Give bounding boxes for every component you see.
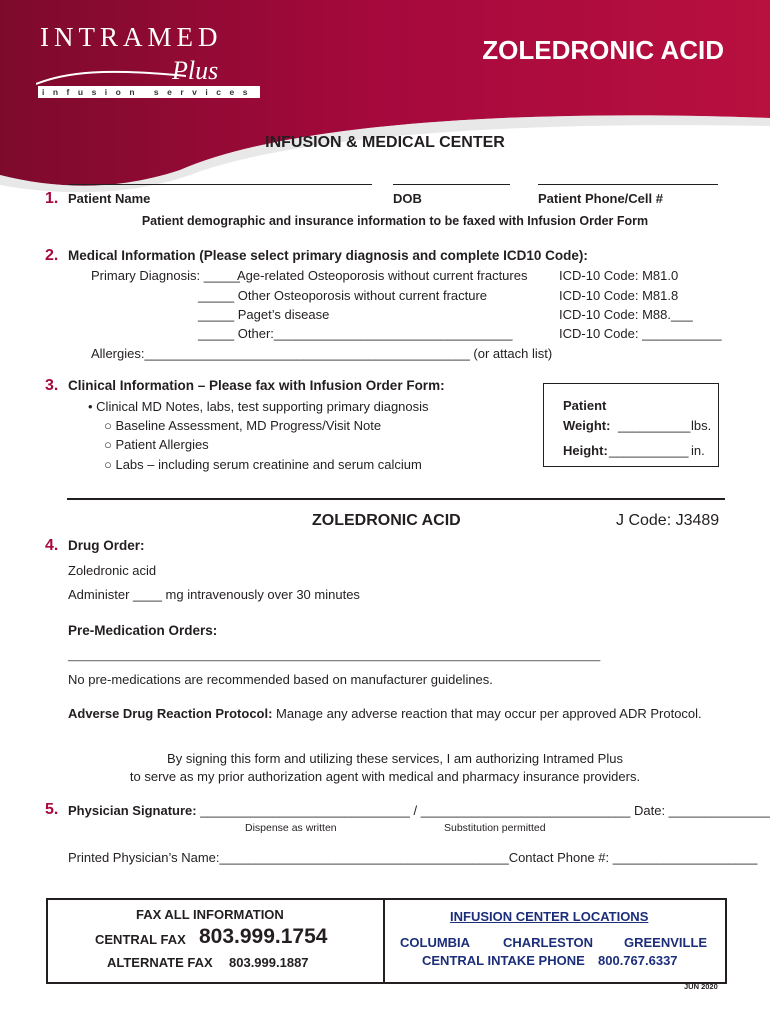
weight-field[interactable]: __________ [618,418,691,433]
signature-label: Physician Signature: [68,803,197,818]
icd-code-m88[interactable]: ICD-10 Code: M88.___ [559,307,693,322]
primary-diagnosis-label[interactable]: Primary Diagnosis: _____ [91,268,240,283]
fax-all-label: FAX ALL INFORMATION [136,907,284,922]
logo-wordmark: INTRAMED [40,22,223,52]
drug-name: Zoledronic acid [68,563,157,578]
alternate-fax-number[interactable]: 803.999.1887 [229,955,309,970]
contact-box-divider [383,900,385,982]
weight-unit: lbs. [691,418,712,433]
drug-order-heading: Drug Order: [68,538,145,553]
administer-dose[interactable]: Administer ____ mg intravenously over 30 minutes [68,587,360,602]
central-fax-number[interactable]: 803.999.1754 [199,925,328,948]
alternate-fax-label: ALTERNATE FAX [107,955,213,970]
demographic-note: Patient demographic and insurance information to be faxed with Infusion Order Form [141,214,649,228]
logo-plus: Plus [172,56,219,85]
center-subtitle: INFUSION & MEDICAL CENTER [265,134,505,151]
section-number-2: 2. [45,247,59,264]
central-intake-phone[interactable]: 800.767.6337 [598,953,678,968]
clinical-sub-allergies: ○ Patient Allergies [104,437,209,452]
central-fax-label: CENTRAL FAX [95,932,186,947]
j-code: J Code: J3489 [616,512,720,529]
signature-lines[interactable]: _____________________________ / _____________________________ Date: ______________ [196,803,770,818]
allergies-field[interactable]: Allergies:_____________________________________________ (or attach list) [91,346,553,361]
section-divider [67,498,725,500]
printed-name-row[interactable]: Printed Physician’s Name:________________________________________Contact Phone #: ____________________ [68,850,758,865]
phone-label: Patient Phone/Cell # [538,191,663,206]
page-title: ZOLEDRONIC ACID [482,35,724,65]
authorization-line-2: to serve as my prior authorization agent with medical and pharmacy insurance providers. [129,769,641,784]
dx-age-related: Age-related Osteoporosis without current fractures [237,268,528,283]
section-number-1: 1. [45,190,59,207]
premedication-field[interactable]: _______________________________________________________________________________________ [68,650,601,662]
medical-info-heading: Medical Information (Please select primary diagnosis and complete ICD10 Code): [68,248,588,263]
drug-name-heading: ZOLEDRONIC ACID [312,512,461,529]
location-charleston: CHARLESTON [503,935,594,950]
dx-other[interactable]: _____ Other:_________________________________ [198,326,513,341]
location-columbia: COLUMBIA [400,935,471,950]
dob-label: DOB [393,191,422,206]
clinical-sub-baseline: ○ Baseline Assessment, MD Progress/Visit Note [104,418,382,433]
dx-other-osteoporosis[interactable]: _____ Other Osteoporosis without current fracture [198,288,488,303]
dob-line[interactable] [393,174,510,185]
height-field[interactable]: ___________ [609,443,689,458]
dx-pagets[interactable]: _____ Paget’s disease [198,307,330,322]
icd-code-other[interactable]: ICD-10 Code: ___________ [559,326,722,341]
locations-heading: INFUSION CENTER LOCATIONS [450,909,649,924]
dispense-as-written: Dispense as written [245,822,337,834]
icd-code-m818: ICD-10 Code: M81.8 [559,288,679,303]
clinical-bullet: • Clinical MD Notes, labs, test supporting primary diagnosis [88,399,429,414]
icd-code-m810: ICD-10 Code: M81.0 [559,268,679,283]
patient-name-label: Patient Name [68,191,151,206]
premedication-note: No pre-medications are recommended based on manufacturer guidelines. [68,672,493,687]
clinical-info-heading: Clinical Information – Please fax with Infusion Order Form: [68,378,445,393]
adr-label: Adverse Drug Reaction Protocol: [68,706,273,721]
company-logo [36,18,256,108]
patient-box-label: Patient [563,398,607,413]
adr-protocol [68,706,702,721]
height-unit: in. [691,443,705,458]
logo-swoosh-icon [36,62,186,88]
premedication-heading: Pre-Medication Orders: [68,623,218,638]
phone-line[interactable] [538,174,718,185]
clinical-sub-labs: ○ Labs – including serum creatinine and serum calcium [104,457,422,472]
revision-date: JUN 2020 [684,982,718,991]
section-number-5: 5. [45,801,59,818]
substitution-permitted: Substitution permitted [444,822,546,834]
location-greenville: GREENVILLE [624,935,708,950]
adr-text: Manage any adverse reaction that may occur per approved ADR Protocol. [272,706,702,721]
weight-label: Weight: [563,418,611,433]
central-intake-label: CENTRAL INTAKE PHONE [422,953,585,968]
logo-subtitle: infusion services [38,86,260,98]
signature-row[interactable] [68,803,770,818]
authorization-line-1: By signing this form and utilizing these services, I am authorizing Intramed Plus [167,751,623,766]
section-number-4: 4. [45,537,59,554]
patient-name-line[interactable] [68,174,372,185]
section-number-3: 3. [45,377,59,394]
height-label: Height: [563,443,608,458]
